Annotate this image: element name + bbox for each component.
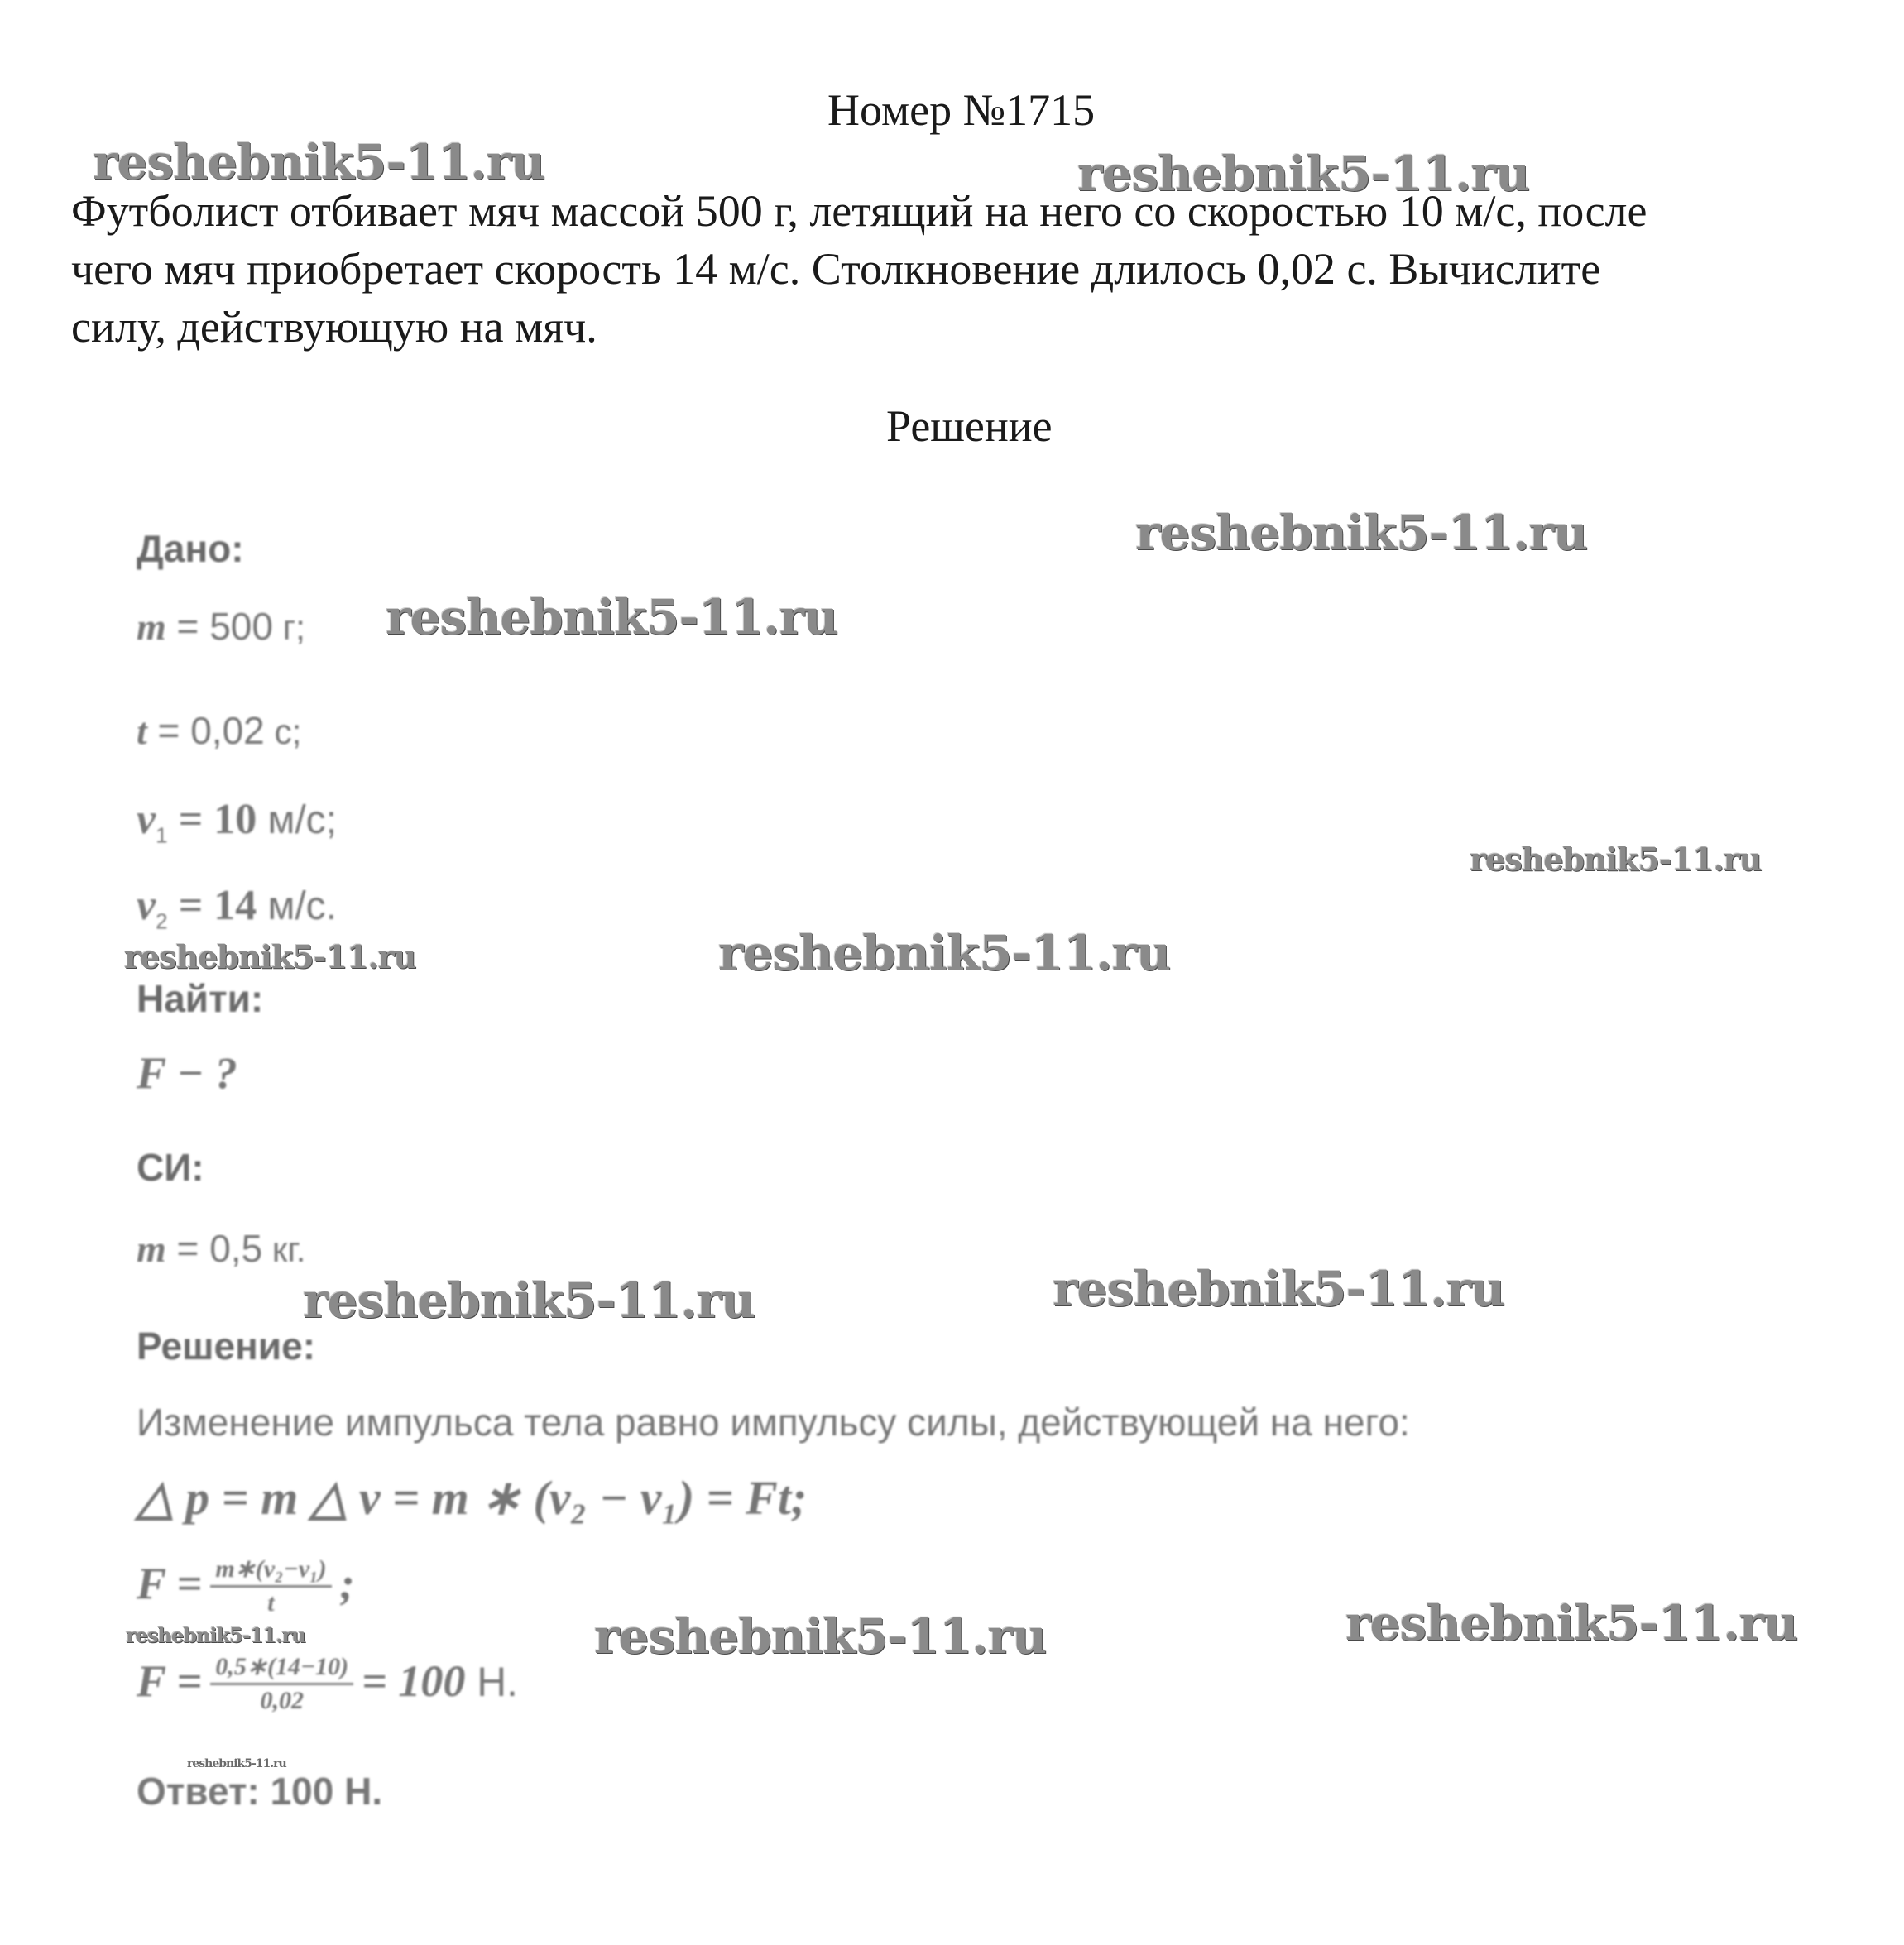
answer-text: Ответ: 100 Н.: [137, 1770, 383, 1813]
si-unit: кг.: [262, 1230, 306, 1269]
mass-unit: г;: [272, 608, 305, 647]
watermark: reshebnik5-11.ru: [93, 134, 545, 190]
formula-momentum: [137, 1469, 807, 1526]
find-label: Найти:: [137, 977, 264, 1020]
v2-value: = 14: [167, 882, 257, 929]
v2-var: v: [137, 882, 156, 929]
formula-result: [137, 1651, 518, 1717]
formula-result-value: = 100: [362, 1655, 466, 1706]
watermark: reshebnik5-11.ru: [1470, 841, 1762, 878]
v2-sub: 2: [156, 908, 168, 934]
given-mass: [137, 604, 305, 649]
given-v1: [137, 794, 337, 848]
formula-result-numerator: 0,5∗(14−10): [210, 1651, 353, 1685]
mass-var: m: [137, 606, 166, 648]
si-var: m: [137, 1228, 166, 1270]
solution-label: Решение:: [137, 1325, 316, 1368]
v1-sub: 1: [156, 822, 168, 848]
find-expression: F − ?: [137, 1048, 237, 1098]
formula-result-lhs: F =: [137, 1655, 203, 1706]
watermark: reshebnik5-11.ru: [1053, 1261, 1505, 1317]
time-value: = 0,02: [146, 709, 265, 752]
solution-heading: Решение: [886, 401, 1053, 451]
watermark: reshebnik5-11.ru: [718, 925, 1171, 981]
explanation-text: Изменение импульса тела равно импульсу силы, действующей на него:: [137, 1401, 1410, 1444]
v1-unit: м/с;: [257, 798, 337, 842]
watermark: reshebnik5-11.ru: [1345, 1595, 1798, 1651]
si-label: СИ:: [137, 1146, 204, 1189]
problem-text-line-3: силу, действующую на мяч.: [71, 302, 597, 352]
formula-force-tail: ;: [339, 1558, 355, 1608]
watermark: reshebnik5-11.ru: [124, 938, 416, 975]
watermark: reshebnik5-11.ru: [303, 1272, 755, 1329]
formula-result-unit: Н.: [465, 1658, 518, 1705]
time-unit: с;: [264, 712, 302, 751]
v1-var: v: [137, 796, 156, 843]
watermark: reshebnik5-11.ru: [386, 589, 838, 645]
watermark: reshebnik5-11.ru: [1077, 146, 1530, 202]
problem-text-line-1: Футболист отбивает мяч массой 500 г, летящий на него со скоростью 10 м/с, после: [71, 186, 1647, 236]
formula-force-fraction: [210, 1554, 331, 1619]
formula-force-numerator: m∗(v₂−v₁): [210, 1554, 331, 1588]
formula-result-denominator: 0,02: [260, 1687, 304, 1714]
time-var: t: [137, 710, 147, 752]
answer: [137, 1769, 382, 1813]
watermark: reshebnik5-11.ru: [1135, 505, 1588, 561]
v1-value: = 10: [167, 796, 257, 843]
given-time: [137, 708, 301, 753]
si-number: = 0,5: [165, 1227, 263, 1270]
mass-value: = 500: [165, 605, 273, 648]
formula-force: [137, 1554, 354, 1619]
formula-momentum-text: △ p = m △ v = m ∗ (v₂ − v₁) = Ft;: [137, 1471, 808, 1525]
si-value: [137, 1226, 305, 1271]
given-label: Дано:: [137, 527, 244, 570]
formula-result-fraction: [210, 1651, 353, 1717]
formula-force-lhs: F =: [137, 1558, 203, 1608]
v2-unit: м/с.: [257, 884, 337, 928]
problem-text-line-2: чего мяч приобретает скорость 14 м/с. Столкновение длилось 0,02 с. Вычислите: [71, 244, 1601, 294]
formula-force-denominator: t: [267, 1589, 275, 1617]
watermark: reshebnik5-11.ru: [126, 1623, 305, 1647]
find-value: [137, 1047, 237, 1099]
watermark: reshebnik5-11.ru: [594, 1608, 1047, 1665]
watermark: reshebnik5-11.ru: [187, 1757, 286, 1770]
problem-number-title: Номер №1715: [827, 85, 1096, 135]
given-v2: [137, 880, 337, 934]
